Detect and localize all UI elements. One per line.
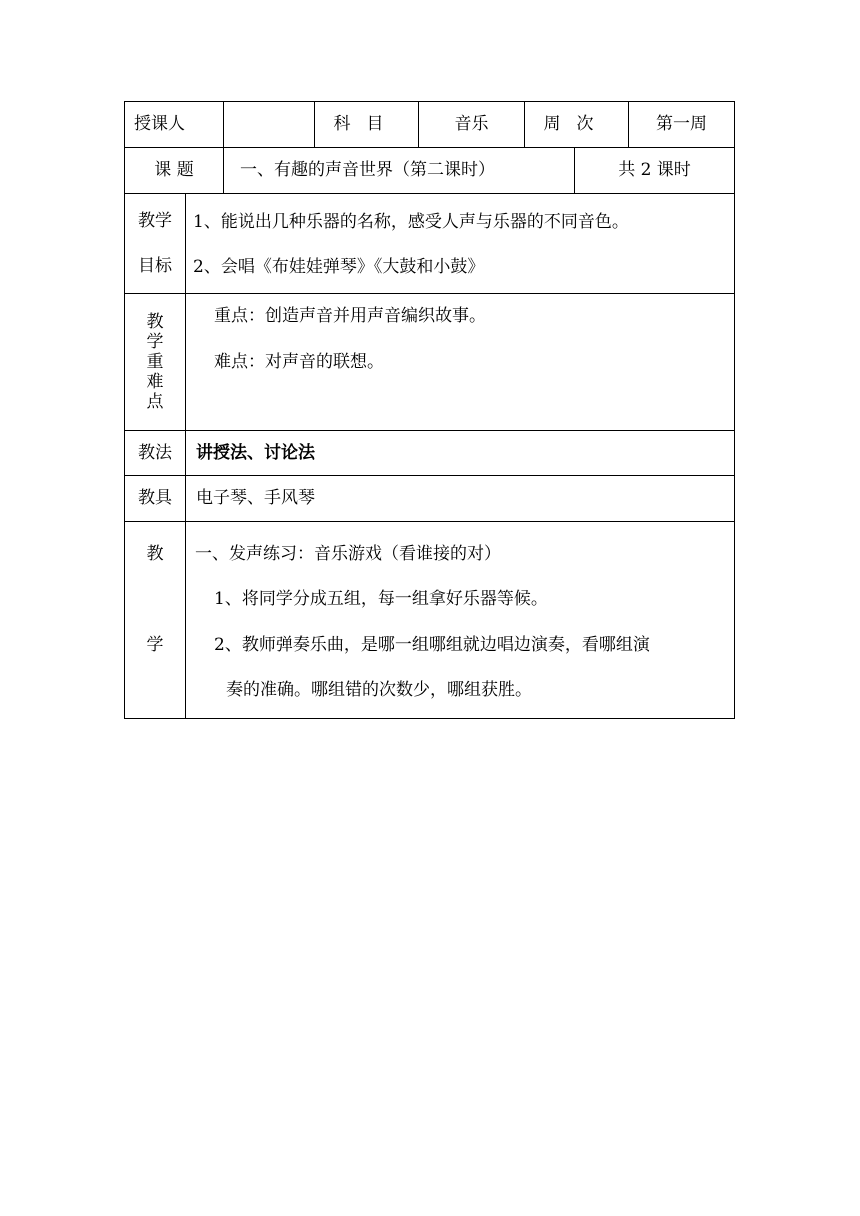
objective-item-2: 2、会唱《布娃娃弹琴》《大鼓和小鼓》	[193, 256, 485, 277]
teaching-line: 奏的准确。哪组错的次数少，哪组获胜。	[226, 679, 532, 700]
subject-label	[315, 102, 418, 147]
key-points-label-char: 点	[146, 392, 164, 412]
objectives-label	[125, 194, 185, 293]
key-points-label-char: 重	[146, 352, 164, 372]
row-divider	[124, 193, 735, 194]
teaching-line: 2、教师弹奏乐曲，是哪一组哪组就边唱边演奏，看哪组演	[214, 634, 650, 655]
row-divider	[124, 521, 735, 522]
key-points-label	[125, 294, 185, 430]
objective-item-1: 1、能说出几种乐器的名称，感受人声与乐器的不同音色。	[193, 211, 629, 232]
key-points-label-char: 教	[146, 312, 164, 332]
subject-label-text: 科目	[333, 114, 400, 134]
table-border-right	[734, 101, 735, 719]
teaching-line: 一、发声练习：音乐游戏（看谁接的对）	[195, 543, 501, 564]
method-label: 教法	[138, 442, 172, 463]
week-label-text: 周次	[543, 114, 610, 134]
focus-point: 重点：创造声音并用声音编织故事。	[214, 305, 486, 326]
teaching-label-line2: 学	[146, 634, 164, 655]
topic-value: 一、有趣的声音世界（第二课时）	[240, 160, 495, 180]
key-points-label-char: 难	[146, 372, 164, 392]
objectives-label-line1: 教学	[138, 210, 172, 231]
subject-value: 音乐	[454, 114, 489, 134]
objectives-label-line2: 目标	[138, 255, 172, 276]
table-border-bottom	[124, 718, 735, 719]
method-value: 讲授法、讨论法	[196, 442, 315, 463]
week-value: 第一周	[656, 114, 707, 134]
label-column-divider	[185, 193, 186, 719]
row-divider	[124, 293, 735, 294]
tools-value: 电子琴、手风琴	[196, 488, 315, 508]
topic-label: 课 题	[154, 160, 194, 180]
tools-label: 教具	[138, 488, 172, 508]
column-divider	[223, 147, 224, 194]
teaching-label-line1: 教	[146, 543, 164, 564]
lesson-plan-table	[124, 101, 735, 719]
teacher-label: 授课人	[134, 114, 185, 134]
key-points-label-char: 学	[146, 332, 164, 352]
teaching-line: 1、将同学分成五组，每一组拿好乐器等候。	[214, 588, 548, 609]
week-label	[525, 102, 628, 147]
teacher-value	[224, 102, 314, 147]
difficulty-point: 难点：对声音的联想。	[214, 351, 384, 372]
topic-total: 共 2 课时	[618, 160, 691, 180]
